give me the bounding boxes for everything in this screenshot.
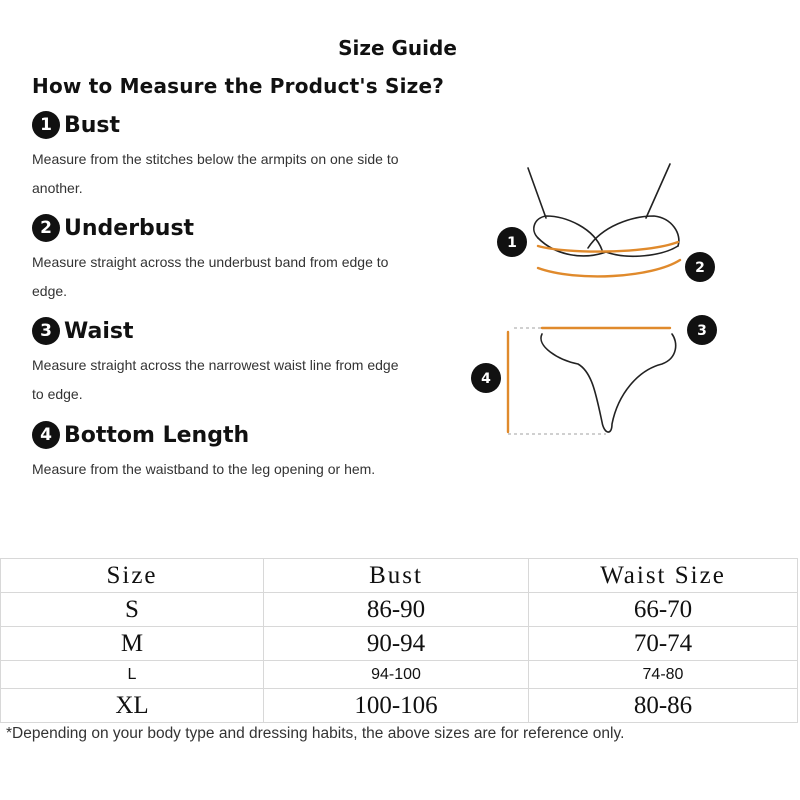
table-cell-size: XL bbox=[1, 689, 264, 723]
table-header-cell: Waist Size bbox=[529, 559, 798, 593]
diagram-label-text: 1 bbox=[507, 235, 517, 251]
table-cell-bust: 86-90 bbox=[264, 593, 529, 627]
table-header-cell: Size bbox=[1, 559, 264, 593]
table-cell-size: S bbox=[1, 593, 264, 627]
diagram-label-text: 3 bbox=[697, 323, 707, 339]
table-cell-bust: 100-106 bbox=[264, 689, 529, 723]
size-chart-table bbox=[0, 558, 798, 723]
disclaimer-note: *Depending on your body type and dressing habits, the above sizes are for reference only. bbox=[6, 725, 625, 742]
step-number-badge: 4 bbox=[32, 421, 60, 449]
step-title: Bottom Length bbox=[64, 422, 250, 448]
step-title: Underbust bbox=[64, 215, 195, 241]
table-cell-waist: 80-86 bbox=[529, 689, 798, 723]
bikini-bottom-illustration bbox=[541, 334, 676, 432]
underbust-measure-line bbox=[538, 260, 680, 276]
left-strap bbox=[528, 168, 546, 218]
right-cup-outline bbox=[588, 216, 679, 248]
left-cup-outline bbox=[534, 216, 602, 250]
right-strap bbox=[646, 164, 670, 218]
step-description: Measure straight across the underbust band from edge to edge. bbox=[32, 254, 389, 299]
step-description: Measure from the waistband to the leg opening or hem. bbox=[32, 461, 376, 477]
step-number-badge: 2 bbox=[32, 214, 60, 242]
table-row bbox=[1, 627, 798, 661]
table-header-row bbox=[1, 559, 798, 593]
table-cell-waist: 74-80 bbox=[529, 661, 798, 689]
table-cell-waist: 70-74 bbox=[529, 627, 798, 661]
step-waist bbox=[32, 316, 432, 409]
table-row bbox=[1, 593, 798, 627]
step-description: Measure from the stitches below the armpits on one side to another. bbox=[32, 151, 399, 196]
step-number-badge: 1 bbox=[32, 111, 60, 139]
table-row bbox=[1, 661, 798, 689]
table-cell-size: M bbox=[1, 627, 264, 661]
diagram-label-text: 4 bbox=[481, 371, 491, 387]
table-header-cell: Bust bbox=[264, 559, 529, 593]
step-bust bbox=[32, 110, 432, 203]
step-bottom-length bbox=[32, 420, 432, 484]
step-underbust bbox=[32, 213, 432, 306]
step-title: Waist bbox=[64, 318, 134, 344]
bust-measure-line bbox=[538, 242, 678, 252]
step-title: Bust bbox=[64, 112, 121, 138]
diagram-label-text: 2 bbox=[695, 260, 705, 276]
bottom-outline bbox=[541, 334, 676, 432]
diagram-label-1 bbox=[497, 227, 527, 257]
table-cell-bust: 90-94 bbox=[264, 627, 529, 661]
table-cell-waist: 66-70 bbox=[529, 593, 798, 627]
table-row bbox=[1, 689, 798, 723]
table-cell-size: L bbox=[1, 661, 264, 689]
bikini-top-illustration bbox=[528, 164, 679, 256]
step-description: Measure straight across the narrowest waist line from edge to edge. bbox=[32, 357, 399, 402]
table-cell-bust: 94-100 bbox=[264, 661, 529, 689]
diagram-label-2 bbox=[685, 252, 715, 282]
diagram-label-3 bbox=[687, 315, 717, 345]
diagram-label-4 bbox=[471, 363, 501, 393]
step-number-badge: 3 bbox=[32, 317, 60, 345]
page-title: Size Guide bbox=[338, 36, 457, 60]
section-subtitle: How to Measure the Product's Size? bbox=[32, 74, 445, 98]
bikini-measurement-diagram bbox=[466, 160, 736, 460]
